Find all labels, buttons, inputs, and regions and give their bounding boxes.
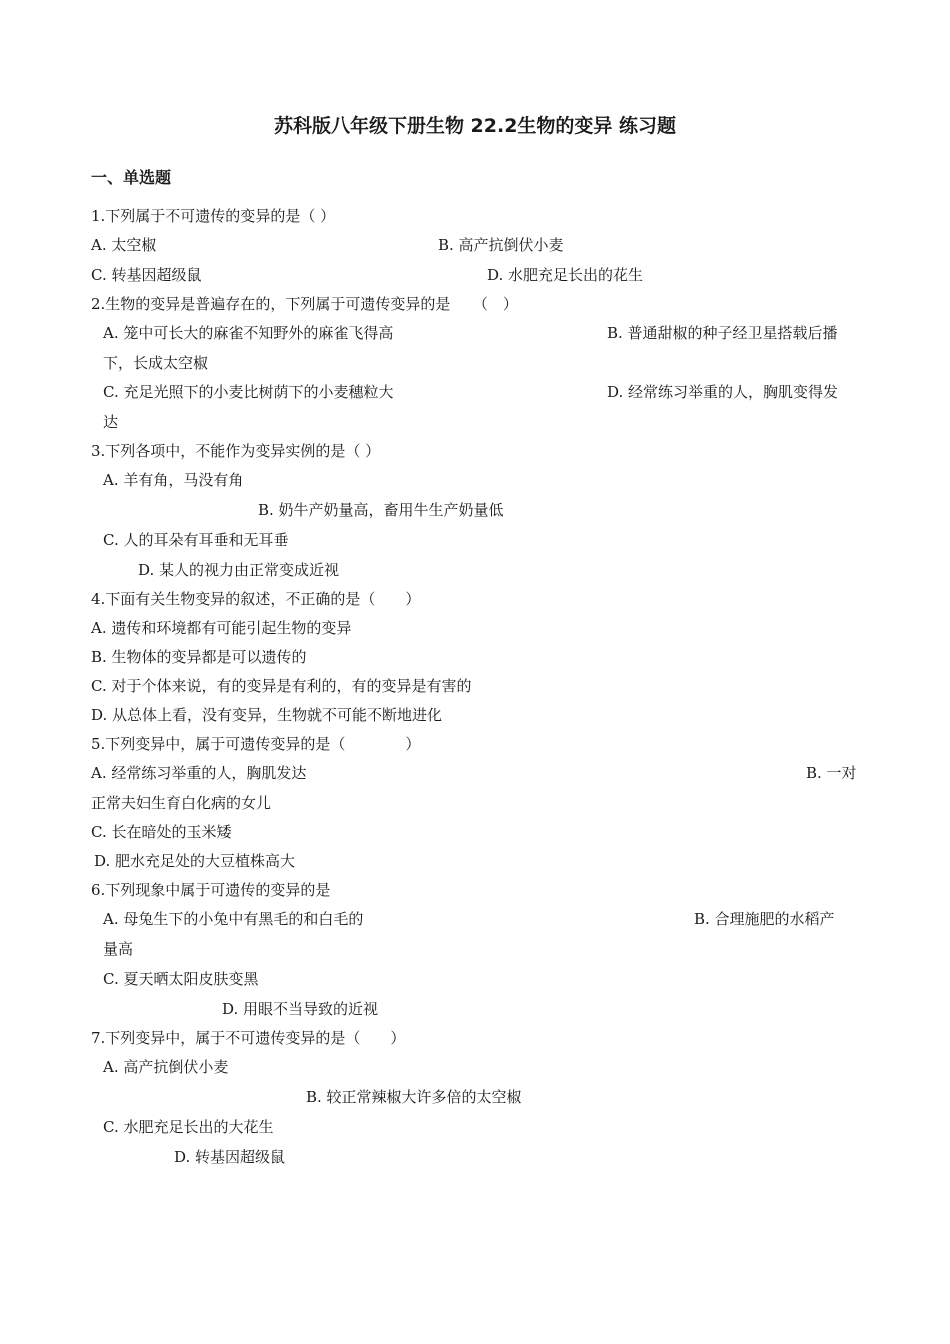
question-5-option-b-continued: 正常夫妇生育白化病的女儿 — [91, 794, 272, 812]
question-1-stem: 1.下列属于不可遗传的变异的是（ ） — [91, 207, 336, 225]
question-7-option-a: A. 高产抗倒伏小麦 — [103, 1058, 229, 1076]
question-3-option-c: C. 人的耳朵有耳垂和无耳垂 — [103, 531, 289, 549]
question-2-option-d: D. 经常练习举重的人，胸肌变得发 — [607, 383, 839, 401]
question-6-stem: 6.下列现象中属于可遗传的变异的是 — [91, 881, 331, 899]
question-2-option-c: C. 充足光照下的小麦比树荫下的小麦穗粒大 — [103, 383, 394, 401]
question-5-stem: 5.下列变异中，属于可遗传变异的是（ ） — [91, 735, 421, 753]
question-2-option-d-continued: 达 — [103, 413, 119, 431]
question-4-option-b: B. 生物体的变异都是可以遗传的 — [91, 648, 307, 666]
question-5-option-d: D. 肥水充足处的大豆植株高大 — [94, 852, 296, 870]
question-6-option-b: B. 合理施肥的水稻产 — [694, 910, 835, 928]
question-3-stem: 3.下列各项中，不能作为变异实例的是（ ） — [91, 442, 381, 460]
question-1-option-c: C. 转基因超级鼠 — [91, 266, 202, 284]
question-2-option-b-continued: 下，长成太空椒 — [103, 354, 209, 372]
question-7-stem: 7.下列变异中，属于不可遗传变异的是（ ） — [91, 1029, 406, 1047]
question-3-option-a: A. 羊有角，马没有角 — [103, 471, 244, 489]
section-heading: 一、单选题 — [91, 168, 172, 187]
question-1-option-b: B. 高产抗倒伏小麦 — [438, 236, 564, 254]
question-6-option-d: D. 用眼不当导致的近视 — [222, 1000, 379, 1018]
question-7-option-d: D. 转基因超级鼠 — [174, 1148, 286, 1166]
question-4-option-c: C. 对于个体来说，有的变异是有利的，有的变异是有害的 — [91, 677, 472, 695]
question-4-stem: 4.下面有关生物变异的叙述，不正确的是（ ） — [91, 590, 421, 608]
question-2-option-b: B. 普通甜椒的种子经卫星搭载后播 — [607, 324, 838, 342]
question-4-option-d: D. 从总体上看，没有变异，生物就不可能不断地进化 — [91, 706, 443, 724]
question-3-option-d: D. 某人的视力由正常变成近视 — [138, 561, 340, 579]
question-5-option-b: B. 一对 — [806, 764, 857, 782]
question-1-option-a: A. 太空椒 — [91, 236, 157, 254]
question-4-option-a: A. 遗传和环境都有可能引起生物的变异 — [91, 619, 352, 637]
question-1-option-d: D. 水肥充足长出的花生 — [487, 266, 644, 284]
question-6-option-b-continued: 量高 — [103, 940, 134, 958]
question-7-option-c: C. 水肥充足长出的大花生 — [103, 1118, 274, 1136]
question-7-option-b: B. 较正常辣椒大许多倍的太空椒 — [306, 1088, 522, 1106]
question-2-stem: 2.生物的变异是普遍存在的，下列属于可遗传变异的是 （ ） — [91, 295, 518, 313]
question-5-option-a: A. 经常练习举重的人，胸肌发达 — [91, 764, 307, 782]
question-6-option-a: A. 母兔生下的小兔中有黑毛的和白毛的 — [103, 910, 364, 928]
page-title: 苏科版八年级下册生物 22.2生物的变异 练习题 — [273, 115, 677, 137]
question-5-option-c: C. 长在暗处的玉米矮 — [91, 823, 232, 841]
question-3-option-b: B. 奶牛产奶量高，畜用牛生产奶量低 — [258, 501, 504, 519]
question-6-option-c: C. 夏天晒太阳皮肤变黑 — [103, 970, 259, 988]
question-2-option-a: A. 笼中可长大的麻雀不知野外的麻雀飞得高 — [103, 324, 394, 342]
